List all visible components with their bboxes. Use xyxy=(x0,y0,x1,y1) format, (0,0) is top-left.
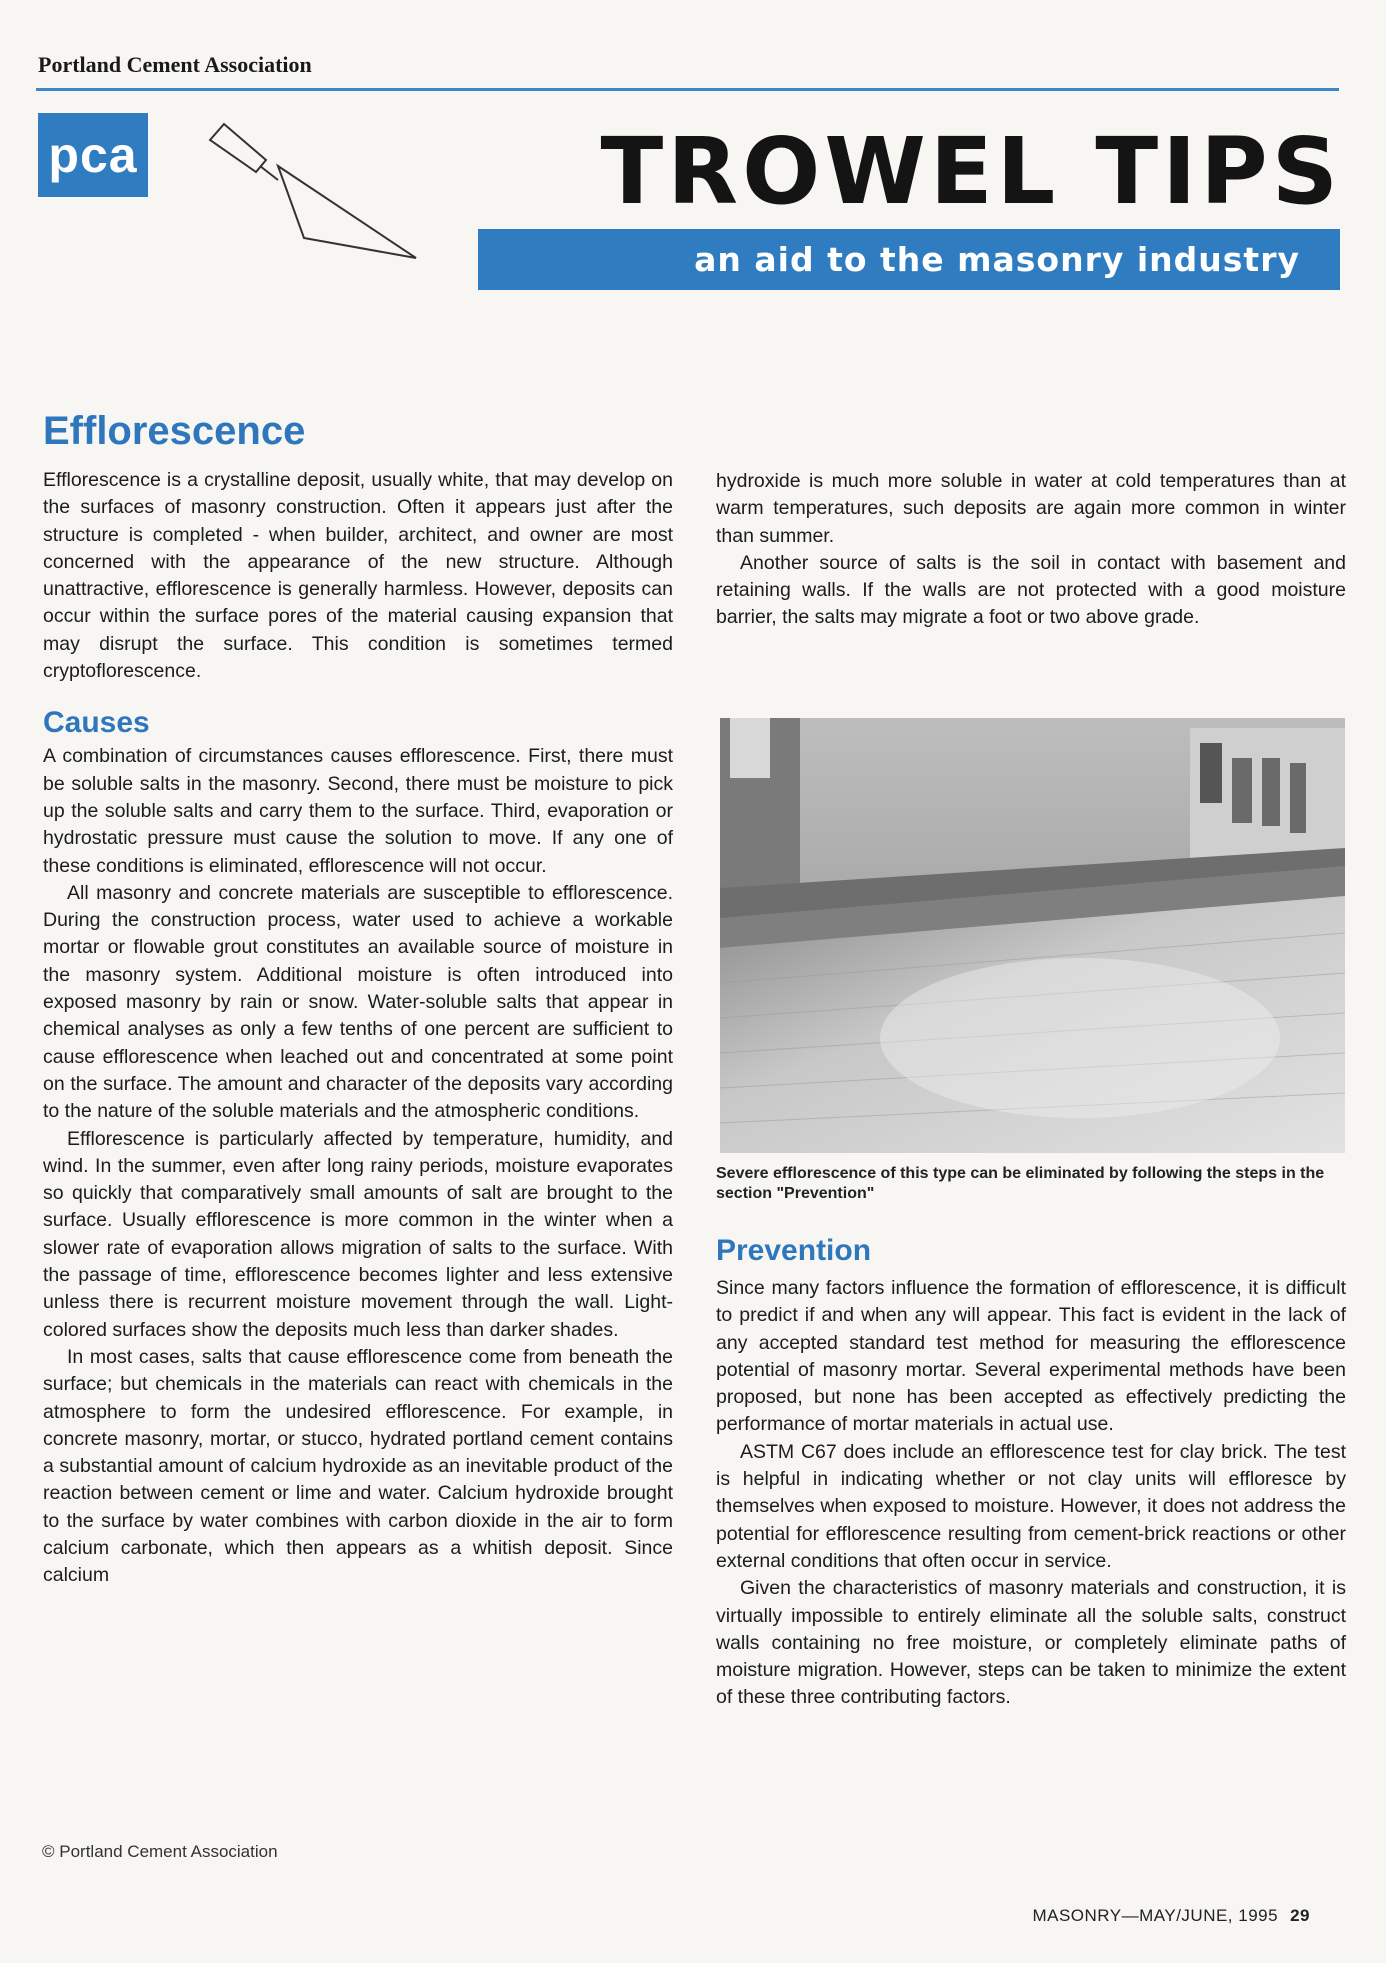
page-number: 29 xyxy=(1290,1906,1310,1925)
intro-paragraph: Efflorescence is a crystalline deposit, usually white, that may develop on the surfaces of masonry construction. Often it appears just after the structure is completed - when builder, architect, and owner are most concerned with the appearance of the new structure. Although unattractive, efflorescence is generally harmless. However, deposits can occur within the surface pores of the material causing expansion that may disrupt the surface. This condition is sometimes termed cryptoflorescence. xyxy=(43,469,673,683)
section-heading-efflorescence: Efflorescence xyxy=(43,409,306,453)
page-footer xyxy=(1032,1906,1310,1926)
prevention-paragraph-2: ASTM C67 does include an efflorescence test for clay brick. The test is helpful in indicating whether or not clay units will effloresce by themselves when exposed to moisture. However, it does not address the potential for efflorescence resulting from cement-brick reactions or other external conditions that often occur in service. xyxy=(716,1440,1346,1572)
wall-photo-illustration xyxy=(720,718,1345,1153)
causes-paragraph-2: All masonry and concrete materials are susceptible to efflorescence. During the construction process, water used to achieve a workable mortar or flowable grout constitutes an available source of moisture in the masonry system. Additional moisture is often introduced into exposed masonry by rain or snow. Water-soluble salts that appear in chemical analyses as only a few tenths of one percent are sufficient to cause efflorescence when leached out and concentrated at some point on the surface. The amount and character of the deposits vary according to the nature of the soluble materials and the atmospheric conditions. xyxy=(43,881,673,1123)
right-paragraph-2: Another source of salts is the soil in contact with basement and retaining walls. If the walls are not protected with a good moisture barrier, the salts may migrate a foot or two above grade. xyxy=(716,551,1346,629)
right-column-top xyxy=(716,468,1346,632)
prevention-paragraph-1: Since many factors influence the formation of efflorescence, it is difficult to predict if and when any will appear. This fact is evident in the lack of any accepted standard test method for measuring the efflorescence potential of masonry mortar. Several experimental methods have been proposed, but none has been accepted as effectively predicting the performance of mortar materials in actual use. xyxy=(716,1277,1346,1436)
publication-info: MASONRY—MAY/JUNE, 1995 xyxy=(1032,1906,1279,1925)
right-paragraph-1: hydroxide is much more soluble in water at cold temperatures than at warm temperatures, such deposits are again more common in winter than summer. xyxy=(716,470,1346,547)
causes-paragraph-3: Efflorescence is particularly affected by temperature, humidity, and wind. In the summer, even after long rainy periods, moisture evaporates so quickly that comparatively small amounts of salt are brought to the surface. Usually efflorescence is more common in the winter when a slower rate of evaporation allows migration of salts to the surface. With the passage of time, efflorescence becomes lighter and less extensive unless there is recurrent moisture movement through the wall. Light-colored surfaces show the deposits much less than darker shades. xyxy=(43,1127,673,1341)
causes-paragraph-4: In most cases, salts that cause efflorescence come from beneath the surface; but chemicals in the materials can react with chemicals in the atmosphere to form the undesired efflorescence. For example, in concrete masonry, mortar, or stucco, hydrated portland cement contains a substantial amount of calcium hydroxide as an inevitable product of the reaction between cement or lime and water. Calcium hydroxide brought to the surface by water combines with carbon dioxide in the air to form calcium carbonate, which then appears as a whitish deposit. Since calcium xyxy=(43,1345,673,1587)
section-heading-causes: Causes xyxy=(43,706,150,740)
causes-paragraph-1: A combination of circumstances causes efflorescence. First, there must be soluble salts in the masonry. Second, there must be moisture to pick up the soluble salts and carry them to the surface. Third, evaporation or hydrostatic pressure must cause the solution to move. If any one of these conditions is eliminated, efflorescence will not occur. xyxy=(43,745,673,877)
section-heading-prevention: Prevention xyxy=(716,1234,872,1267)
subtitle-text: an aid to the masonry industry xyxy=(694,240,1300,279)
page-title: TROWEL TIPS xyxy=(600,118,1342,225)
header-rule xyxy=(36,88,1339,91)
right-column-bottom xyxy=(716,1233,1346,1712)
trowel-icon xyxy=(208,120,418,262)
copyright-notice: © Portland Cement Association xyxy=(42,1842,278,1861)
org-name: Portland Cement Association xyxy=(38,52,312,77)
left-column xyxy=(43,407,673,1590)
efflorescence-wall-photo xyxy=(720,718,1345,1153)
photo-caption: Severe efflorescence of this type can be eliminated by following the steps in the section "Prevention" xyxy=(716,1165,1325,1202)
prevention-paragraph-3: Given the characteristics of masonry materials and construction, it is virtually impossible to entirely eliminate all the soluble salts, construct walls containing no free moisture, or completely eliminate paths of moisture migration. However, steps can be taken to minimize the extent of these three contributing factors. xyxy=(716,1577,1346,1709)
subtitle-banner xyxy=(478,229,1340,290)
pca-logo: pca xyxy=(38,113,148,197)
